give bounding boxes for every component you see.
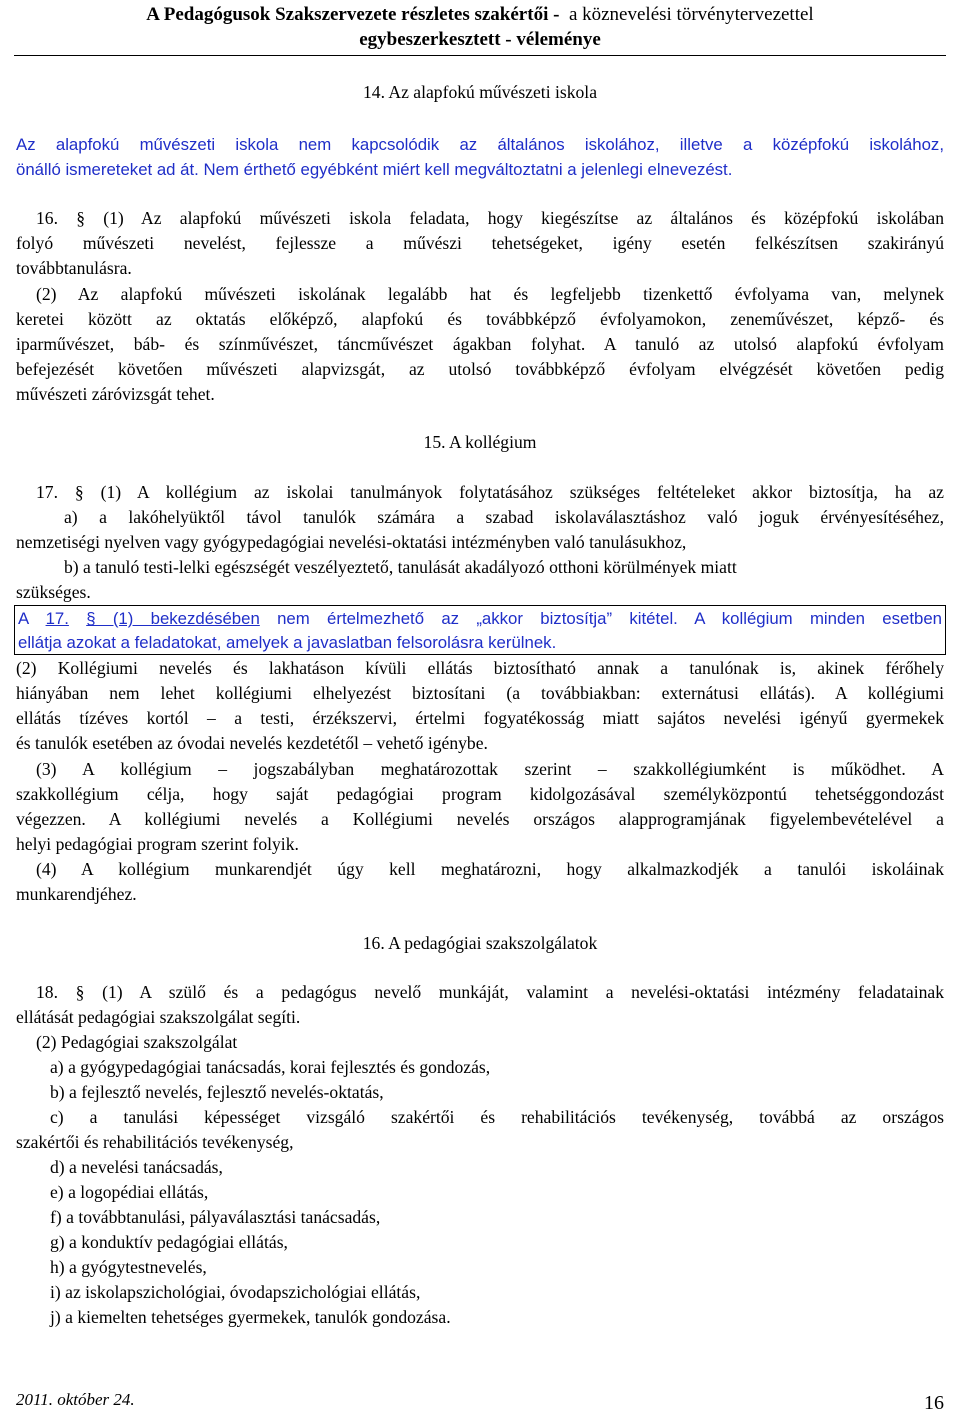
list-item-g: g) a konduktív pedagógiai ellátás, <box>50 1232 288 1252</box>
list-item-b: b) a fejlesztő nevelés, fejlesztő nevelés-oktatás, <box>50 1082 384 1102</box>
list-item-e: e) a logopédiai ellátás, <box>50 1182 209 1202</box>
comment-17-prefix: A <box>18 609 46 628</box>
header-title-regular: a köznevelési törvénytervezettel <box>568 4 814 25</box>
section-15-title: 15. A kollégium <box>423 432 537 452</box>
comment-17-link-section[interactable]: 17. <box>45 609 69 628</box>
para-16-2-line2: keretei között az oktatás előképző, alapfokú és továbbképző évfolyamokon, zeneművészet, képző- és <box>16 309 944 329</box>
section-16-title: 16. A pedagógiai szakszolgálatok <box>362 933 598 953</box>
para-17-3-line4: helyi pedagógiai program szerint folyik. <box>16 834 299 854</box>
list-item-d: d) a nevelési tanácsadás, <box>50 1157 223 1177</box>
para-18-1-line2: ellátását pedagógiai szakszolgálat segíti. <box>16 1007 301 1027</box>
page-number: 16 <box>924 1392 944 1414</box>
para-17-4-line1: (4) A kollégium munkarendjét úgy kell meghatározni, hogy alkalmazkodjék a tanulói iskoláinak <box>36 859 944 879</box>
header-title-bold: A Pedagógusok Szakszervezete részletes szakértői - <box>146 4 560 25</box>
para-17-b-line2: szükséges. <box>16 582 91 602</box>
para-17-a-line2: nemzetiségi nyelven vagy gyógypedagógiai nevelési-oktatási intézményben való tanulásukhoz, <box>16 532 687 552</box>
list-item-j: j) a kiemelten tehetséges gyermekek, tanulók gondozása. <box>50 1307 451 1327</box>
para-16-1-line3: továbbtanulásra. <box>16 258 132 278</box>
para-16-2-line1: (2) Az alapfokú művészeti iskolának legalább hat és legfeljebb tizenkettő évfolyama van, melynek <box>36 284 944 304</box>
list-item-c-line1: c) a tanulási képességet vizsgáló szakértői és rehabilitációs tevékenység, továbbá az országos <box>50 1107 944 1127</box>
para-17-a-line1: a) a lakóhelyüktől távol tanulók számára a szabad iskolaválasztáshoz való joguk érvényesítéséhez, <box>64 507 944 527</box>
list-item-i: i) az iskolapszichológiai, óvodapszichológiai ellátás, <box>50 1282 421 1302</box>
section-14-title: 14. Az alapfokú művészeti iskola <box>362 82 598 102</box>
para-17-3-line1: (3) A kollégium – jogszabályban meghatározottak szerint – szakkollégiumként is működhet. A <box>36 759 944 779</box>
para-16-2-line3: iparművészet, báb- és színművészet, táncművészet ágakban folyhat. A tanuló az utolsó alapfokú évfolyam <box>16 334 944 354</box>
para-17-3-line3: végezzen. A kollégiumi nevelés a Kollégiumi nevelés országos alapprogramjának figyelembevételével a <box>16 809 944 829</box>
header-divider <box>14 55 946 56</box>
para-17-2-line1: (2) Kollégiumi nevelés és lakhatáson kívüli ellátás biztosítható annak a tanulónak is, akinek férőhely <box>16 658 944 678</box>
para-18-2: (2) Pedagógiai szakszolgálat <box>36 1032 238 1052</box>
para-17-2-line4: és tanulók esetében az óvodai nevelés kezdetétől – vehető igénybe. <box>16 733 488 753</box>
para-16-1-line1: 16. § (1) Az alapfokú művészeti iskola feladata, hogy kiegészítse az általános és középfokú iskolában <box>36 208 944 228</box>
para-16-2-line5: művészeti záróvizsgát tehet. <box>16 384 215 404</box>
header-title-line2: egybeszerkesztett - véleménye <box>359 29 601 50</box>
list-item-a: a) a gyógypedagógiai tanácsadás, korai fejlesztés és gondozás, <box>50 1057 491 1077</box>
para-17-3-line2: szakkollégium célja, hogy saját pedagógiai program kidolgozásával személyközpontú tehetséggondozást <box>16 784 944 804</box>
para-17-2-line3: ellátás tízéves kortól – a testi, érzékszervi, értelmi fogyatékosság miatt sajátos nevelési igényű gyermekek <box>16 708 944 728</box>
para-17-b-line1: b) a tanuló testi-lelki egészségét veszélyeztető, tanulását akadályozó otthoni körülmények miatt <box>64 557 737 577</box>
para-17-4-line2: munkarendjéhez. <box>16 884 137 904</box>
para-17-1: 17. § (1) A kollégium az iskolai tanulmányok folytatásához szükséges feltételeket akkor biztosítja, ha az <box>36 482 944 502</box>
footer-date: 2011. október 24. <box>16 1390 135 1409</box>
para-18-1-line1: 18. § (1) A szülő és a pedagógus nevelő munkáját, valamint a nevelési-oktatási intézmény feladatainak <box>36 982 944 1002</box>
comment-14-line2: önálló ismereteket ad át. Nem érthető egyébként miért kell megváltoztatni a jelenlegi elnevezést. <box>16 160 733 179</box>
para-16-1-line2: folyó művészeti nevelést, fejlessze a művészi tehetségeket, igény esetén felkészítsen szakirányú <box>16 233 944 253</box>
comment-17-text: nem értelmezhető az „akkor biztosítja” kitétel. A kollégium minden esetben <box>259 609 942 628</box>
para-17-2-line2: hiányában nem lehet kollégiumi elhelyezést biztosítani (a továbbiakban: externátusi ellátás). A kollégiumi <box>16 683 944 703</box>
comment-17-line1 <box>18 606 942 631</box>
list-item-f: f) a továbbtanulási, pályaválasztási tanácsadás, <box>50 1207 381 1227</box>
comment-14-line1: Az alapfokú művészeti iskola nem kapcsolódik az általános iskolához, illetve a középfokú iskolához, <box>16 135 944 154</box>
list-item-c-line2: szakértői és rehabilitációs tevékenység, <box>16 1132 294 1152</box>
comment-17-line2: ellátja azokat a feladatokat, amelyek a javaslatban felsorolásra kerülnek. <box>18 633 557 652</box>
page-header <box>20 2 940 52</box>
para-16-2-line4: befejezését követően művészeti alapvizsgát, az utolsó továbbképző évfolyam elvégzését követően pedig <box>16 359 944 379</box>
comment-17-link-paragraph[interactable]: § (1) bekezdésében <box>86 609 260 628</box>
list-item-h: h) a gyógytestnevelés, <box>50 1257 207 1277</box>
